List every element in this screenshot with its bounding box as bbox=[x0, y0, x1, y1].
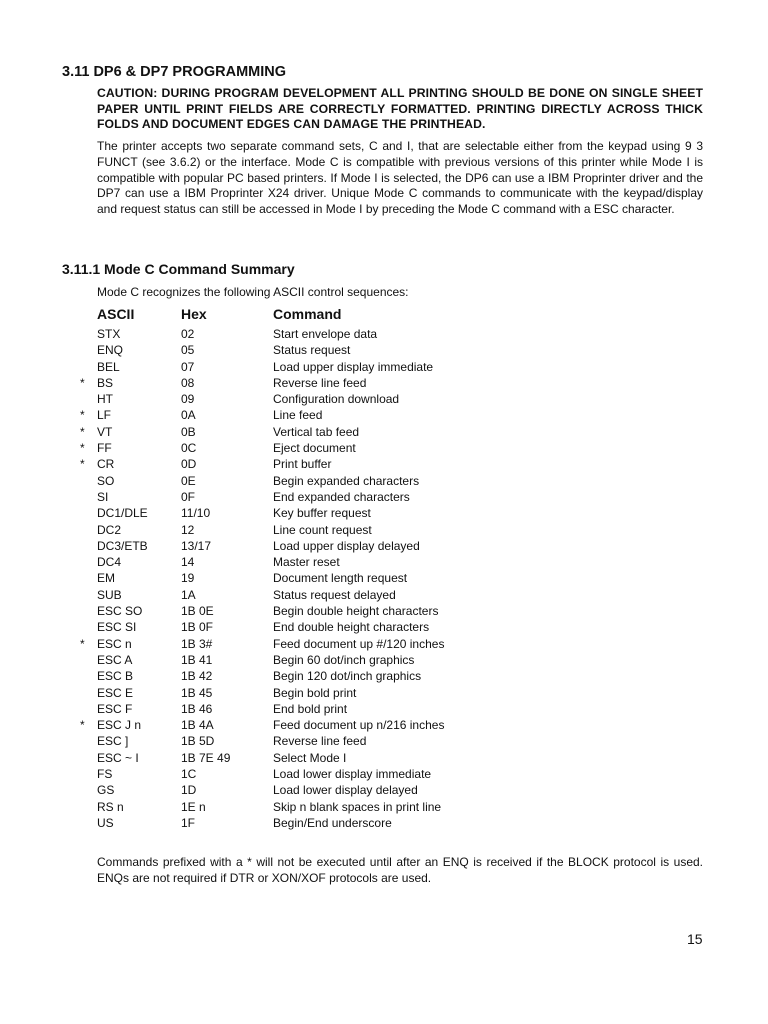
row-hex: 1C bbox=[181, 767, 197, 782]
table-row bbox=[80, 375, 573, 391]
table-row bbox=[80, 636, 573, 652]
row-prefix-star bbox=[80, 342, 97, 358]
row-command: Begin 120 dot/inch graphics bbox=[273, 669, 422, 684]
row-ascii: HT bbox=[97, 392, 113, 407]
table-row bbox=[80, 717, 573, 733]
row-prefix-star bbox=[80, 766, 97, 782]
row-hex: 08 bbox=[181, 375, 195, 390]
row-command: Load lower display delayed bbox=[273, 783, 418, 798]
row-prefix-star bbox=[80, 326, 97, 342]
row-ascii: ESC F bbox=[97, 701, 133, 716]
row-prefix-star bbox=[80, 668, 97, 684]
row-prefix-star bbox=[80, 701, 97, 717]
row-ascii: SO bbox=[97, 473, 115, 488]
table-row bbox=[80, 570, 573, 586]
row-command: Load lower display immediate bbox=[273, 767, 432, 782]
row-command: Status request delayed bbox=[273, 587, 396, 602]
table-row bbox=[80, 342, 573, 358]
row-prefix-star bbox=[80, 782, 97, 798]
row-prefix-star bbox=[80, 799, 97, 815]
table-row bbox=[80, 750, 573, 766]
table-row bbox=[80, 554, 573, 570]
table-row bbox=[80, 359, 573, 375]
table-row bbox=[80, 652, 573, 668]
row-hex: 19 bbox=[181, 571, 195, 586]
row-command: Feed document up #/120 inches bbox=[273, 636, 445, 651]
row-prefix-star bbox=[80, 685, 97, 701]
row-command: Line count request bbox=[273, 522, 372, 537]
row-ascii: ENQ bbox=[97, 343, 124, 358]
row-command: End double height characters bbox=[273, 620, 430, 635]
table-row bbox=[80, 489, 573, 505]
row-hex: 1B 0F bbox=[181, 620, 214, 635]
row-command: Load upper display delayed bbox=[273, 538, 420, 553]
subsection-title: 3.11.1 Mode C Command Summary bbox=[62, 261, 295, 277]
table-row bbox=[80, 391, 573, 407]
table-row bbox=[80, 799, 573, 815]
row-command: Feed document up n/216 inches bbox=[273, 718, 445, 733]
row-command: Reverse line feed bbox=[273, 734, 367, 749]
header-star-spacer bbox=[80, 306, 97, 326]
row-prefix-star bbox=[80, 815, 97, 831]
row-hex: 0B bbox=[181, 424, 196, 439]
row-ascii: SUB bbox=[97, 587, 122, 602]
header-command: Command bbox=[273, 306, 342, 322]
subsection-intro: Mode C recognizes the following ASCII control sequences: bbox=[97, 285, 409, 299]
row-prefix-star bbox=[80, 391, 97, 407]
row-hex: 02 bbox=[181, 327, 195, 341]
row-command: Key buffer request bbox=[273, 506, 371, 521]
table-row bbox=[80, 538, 573, 554]
row-command: Master reset bbox=[273, 555, 340, 570]
row-prefix-star bbox=[80, 489, 97, 505]
row-ascii: STX bbox=[97, 327, 121, 341]
row-prefix-star bbox=[80, 570, 97, 586]
row-ascii: EM bbox=[97, 571, 115, 586]
row-ascii: BS bbox=[97, 375, 114, 390]
row-command: Begin/End underscore bbox=[273, 815, 392, 830]
table-header-row bbox=[80, 306, 573, 326]
row-prefix-star bbox=[80, 359, 97, 375]
row-command: Load upper display immediate bbox=[273, 359, 434, 374]
row-prefix-star: * bbox=[80, 636, 85, 651]
row-ascii: DC4 bbox=[97, 555, 122, 570]
table-row bbox=[80, 424, 573, 440]
row-hex: 13/17 bbox=[181, 538, 212, 553]
table-row bbox=[80, 733, 573, 749]
row-ascii: ESC ] bbox=[97, 734, 129, 749]
command-table bbox=[80, 306, 573, 831]
row-command: Vertical tab feed bbox=[273, 424, 360, 439]
table-row bbox=[80, 782, 573, 798]
row-hex: 1B 4A bbox=[181, 718, 214, 733]
row-ascii: DC3/ETB bbox=[97, 538, 148, 553]
row-ascii: ESC J n bbox=[97, 718, 142, 733]
row-prefix-star bbox=[80, 522, 97, 538]
row-hex: 1B 45 bbox=[181, 685, 213, 700]
table-row bbox=[80, 815, 573, 831]
row-hex: 0F bbox=[181, 489, 196, 504]
row-ascii: SI bbox=[97, 489, 109, 504]
row-command: End expanded characters bbox=[273, 489, 410, 504]
table-row bbox=[80, 701, 573, 717]
row-prefix-star bbox=[80, 750, 97, 766]
row-ascii: GS bbox=[97, 783, 115, 798]
row-command: Line feed bbox=[273, 408, 323, 423]
row-prefix-star bbox=[80, 652, 97, 668]
header-ascii: ASCII bbox=[97, 306, 135, 322]
row-hex: 1B 7E 49 bbox=[181, 750, 231, 765]
row-ascii: DC2 bbox=[97, 522, 122, 537]
row-command: Select Mode I bbox=[273, 750, 347, 765]
table-row bbox=[80, 587, 573, 603]
row-prefix-star: * bbox=[80, 408, 85, 423]
row-command: Begin double height characters bbox=[273, 604, 439, 619]
row-command: Skip n blank spaces in print line bbox=[273, 799, 442, 814]
row-prefix-star bbox=[80, 587, 97, 603]
row-prefix-star bbox=[80, 733, 97, 749]
row-prefix-star: * bbox=[80, 424, 85, 439]
row-prefix-star bbox=[80, 473, 97, 489]
row-ascii: ESC SI bbox=[97, 620, 137, 635]
row-prefix-star bbox=[80, 554, 97, 570]
table-row bbox=[80, 619, 573, 635]
row-hex: 14 bbox=[181, 555, 195, 570]
table-row bbox=[80, 685, 573, 701]
row-ascii: LF bbox=[97, 408, 112, 423]
row-ascii: DC1/DLE bbox=[97, 506, 148, 521]
table-row bbox=[80, 407, 573, 423]
row-ascii: ESC ~ I bbox=[97, 750, 139, 765]
row-prefix-star bbox=[80, 619, 97, 635]
row-prefix-star: * bbox=[80, 457, 85, 472]
row-ascii: FF bbox=[97, 441, 112, 456]
row-ascii: FS bbox=[97, 767, 113, 782]
row-command: Start envelope data bbox=[273, 327, 378, 341]
row-hex: 11/10 bbox=[181, 506, 211, 521]
row-hex: 05 bbox=[181, 343, 195, 358]
row-hex: 1B 3# bbox=[181, 636, 213, 651]
table-row bbox=[80, 668, 573, 684]
row-command: Eject document bbox=[273, 441, 356, 456]
table-row bbox=[80, 473, 573, 489]
table-row bbox=[80, 440, 573, 456]
row-prefix-star bbox=[80, 505, 97, 521]
row-ascii: ESC E bbox=[97, 685, 134, 700]
row-hex: 0E bbox=[181, 473, 196, 488]
table-row bbox=[80, 603, 573, 619]
row-hex: 1A bbox=[181, 587, 196, 602]
row-hex: 09 bbox=[181, 392, 195, 407]
table-row bbox=[80, 505, 573, 521]
row-ascii: ESC n bbox=[97, 636, 132, 651]
row-hex: 1B 46 bbox=[181, 701, 213, 716]
row-hex: 1B 42 bbox=[181, 669, 213, 684]
row-command: Configuration download bbox=[273, 392, 400, 407]
row-prefix-star: * bbox=[80, 441, 85, 456]
row-hex: 0C bbox=[181, 441, 197, 456]
header-hex: Hex bbox=[181, 306, 207, 322]
row-command: Print buffer bbox=[273, 457, 332, 472]
row-hex: 1B 0E bbox=[181, 604, 214, 619]
row-prefix-star: * bbox=[80, 375, 85, 390]
row-command: Begin 60 dot/inch graphics bbox=[273, 652, 415, 667]
row-hex: 07 bbox=[181, 359, 195, 374]
row-command: Begin expanded characters bbox=[273, 473, 420, 488]
row-command: Document length request bbox=[273, 571, 408, 586]
row-ascii: ESC SO bbox=[97, 604, 143, 619]
row-command: Reverse line feed bbox=[273, 375, 367, 390]
row-ascii: RS n bbox=[97, 799, 124, 814]
row-hex: 1B 41 bbox=[181, 652, 213, 667]
table-row bbox=[80, 456, 573, 472]
row-ascii: US bbox=[97, 815, 114, 830]
row-command: Begin bold print bbox=[273, 685, 357, 700]
table-row bbox=[80, 522, 573, 538]
row-hex: 0D bbox=[181, 457, 197, 472]
row-prefix-star: * bbox=[80, 718, 85, 733]
row-prefix-star bbox=[80, 538, 97, 554]
row-hex: 1E n bbox=[181, 799, 206, 814]
row-hex: 0A bbox=[181, 408, 196, 423]
row-prefix-star bbox=[80, 603, 97, 619]
row-ascii: VT bbox=[97, 424, 113, 439]
row-hex: 1D bbox=[181, 783, 197, 798]
row-hex: 1B 5D bbox=[181, 734, 215, 749]
row-hex: 12 bbox=[181, 522, 195, 537]
intro-paragraph: The printer accepts two separate command sets, C and I, that are selectable either from the keypad using 9 3 FUNCT (see 3.6.2) or the interface. Mode C is compatible with previous versions of this printer while Mode I is compatible with popular PC based printers. If Mode I is selected, the DP6 can use a IBM Proprinter driver and the DP7 can use a IBM Proprinter X24 driver. Unique Mode C commands to communicate with the keypad/display and request status can still be accessed in Mode I by preceding the Mode C command with a ESC character. bbox=[97, 139, 703, 217]
row-ascii: BEL bbox=[97, 359, 120, 374]
table-row bbox=[80, 326, 573, 342]
row-hex: 1F bbox=[181, 815, 196, 830]
caution-notice: CAUTION: DURING PROGRAM DEVELOPMENT ALL PRINTING SHOULD BE DONE ON SINGLE SHEET PAPER UNTIL PRINT FIELDS ARE CORRECTLY FORMATTED. PRINTING DIRECTLY ACROSS THICK FOLDS AND DOCUMENT EDGES CAN DAMAGE THE PRINTHEAD. bbox=[97, 86, 703, 131]
row-ascii: ESC B bbox=[97, 669, 134, 684]
command-table-body bbox=[80, 326, 573, 831]
row-command: End bold print bbox=[273, 701, 348, 716]
row-ascii: ESC A bbox=[97, 652, 133, 667]
table-row bbox=[80, 766, 573, 782]
footnote: Commands prefixed with a * will not be executed until after an ENQ is received if the BLOCK protocol is used. ENQs are not required if DTR or XON/XOF protocols are used. bbox=[97, 855, 703, 885]
page-number: 15 bbox=[687, 931, 703, 947]
row-ascii: CR bbox=[97, 457, 115, 472]
section-title: 3.11 DP6 & DP7 PROGRAMMING bbox=[62, 64, 286, 80]
row-command: Status request bbox=[273, 343, 351, 358]
